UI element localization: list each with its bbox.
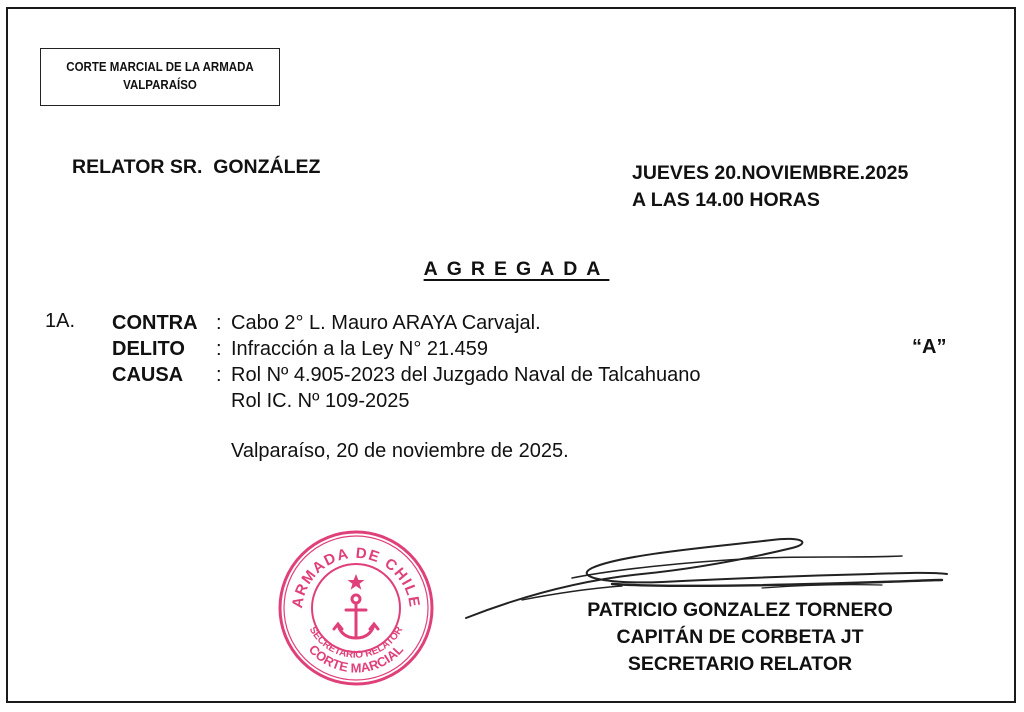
label-causa: CAUSA [112, 364, 184, 386]
case-values [231, 310, 700, 414]
signer-role: SECRETARIO RELATOR [627, 653, 853, 675]
case-category: “A” [912, 336, 947, 358]
signer-name: PATRICIO GONZALEZ TORNERO [587, 599, 893, 621]
court-header-box [40, 48, 280, 106]
anchor-icon [334, 595, 378, 638]
section-title: AGREGADA [423, 258, 610, 280]
session-time: A LAS 14.00 HORAS [632, 189, 820, 211]
section-heading [0, 258, 1024, 281]
relator-line: RELATOR SR. GONZÁLEZ [72, 156, 321, 178]
session-datetime [632, 160, 908, 214]
value-causa-ic: Rol IC. Nº 109-2025 [231, 390, 410, 412]
colon: : [216, 364, 222, 386]
case-labels [112, 310, 198, 388]
stamp-bottom-text-2: CORTE MARCIAL [305, 641, 407, 676]
value-contra: Cabo 2° L. Mauro ARAYA Carvajal. [231, 312, 541, 334]
signer-rank: CAPITÁN DE CORBETA JT [616, 626, 864, 648]
label-delito: DELITO [112, 338, 185, 360]
star-icon [348, 574, 365, 590]
stamp-bottom-text: SECRETARIO RELATOR [306, 624, 406, 661]
value-causa: Rol Nº 4.905-2023 del Juzgado Naval de Talcahuano [231, 364, 701, 386]
session-date: JUEVES 20.NOVIEMBRE.2025 [632, 162, 909, 184]
signer-block [540, 597, 940, 678]
value-delito: Infracción a la Ley N° 21.459 [231, 338, 489, 360]
stamp-top-text: ARMADA DE CHILE [288, 544, 424, 610]
place-date: Valparaíso, 20 de noviembre de 2025. [231, 440, 569, 462]
colon: : [216, 338, 222, 360]
court-name: CORTE MARCIAL DE LA ARMADA [66, 60, 254, 74]
navy-stamp [276, 528, 436, 688]
label-contra: CONTRA [112, 312, 198, 334]
case-colons [216, 310, 222, 388]
court-city: VALPARAÍSO [123, 78, 197, 92]
colon: : [216, 312, 222, 334]
case-number: 1A. [45, 310, 76, 332]
